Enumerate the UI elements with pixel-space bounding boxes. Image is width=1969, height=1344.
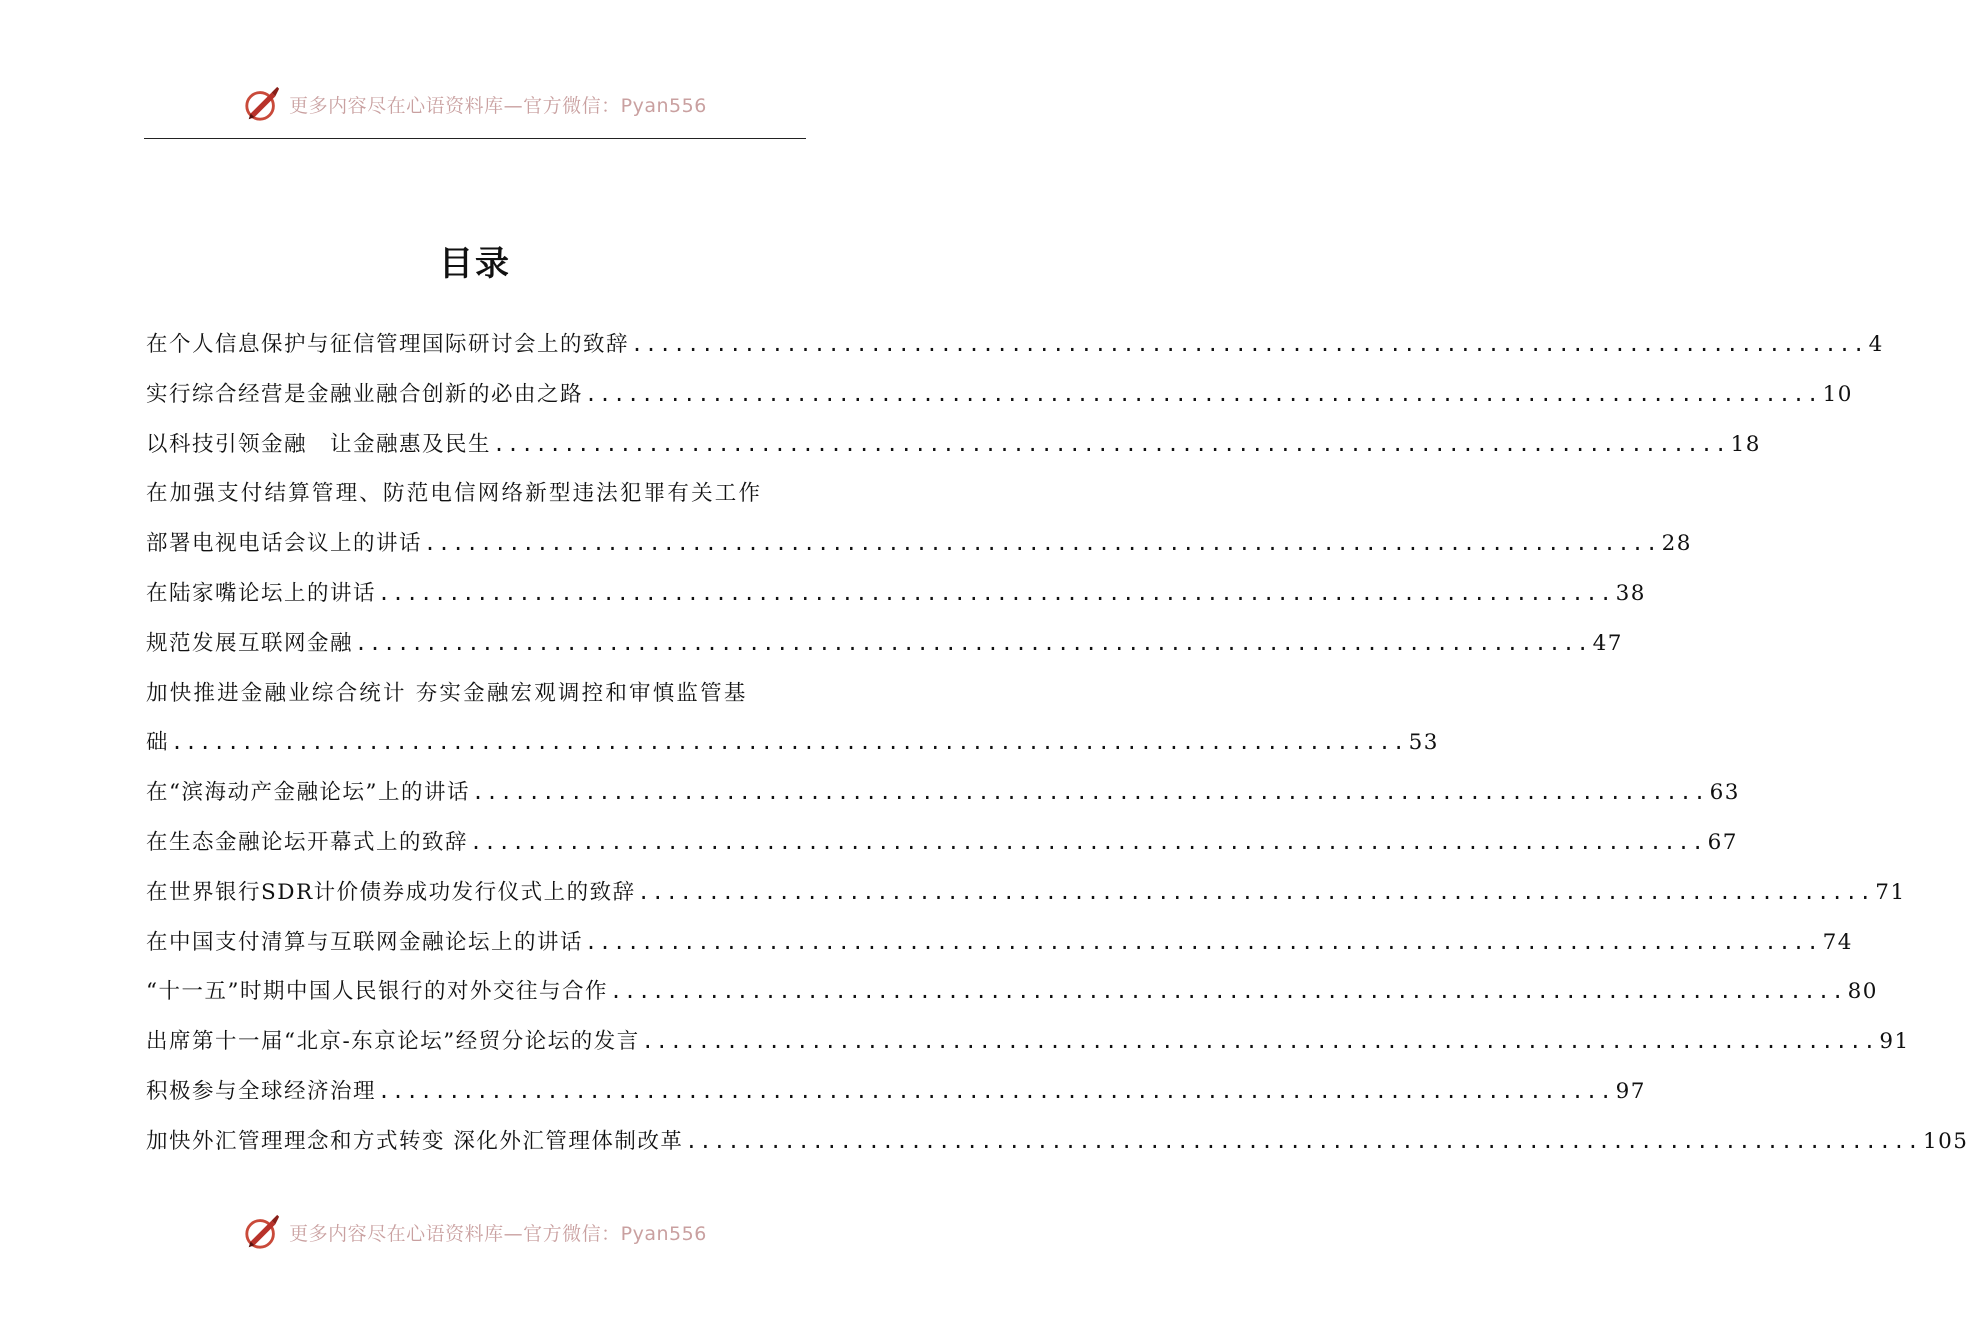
- toc-entry[interactable]: [146, 967, 1878, 1017]
- toc-entry-page: 67: [1707, 829, 1738, 855]
- toc-entry[interactable]: [146, 1117, 1969, 1167]
- toc-entry-page: 4: [1868, 332, 1884, 357]
- toc-entry-page: 47: [1592, 630, 1623, 656]
- toc-entry-title: 加快外汇管理理念和方式转变 深化外汇管理体制改革: [146, 1128, 684, 1154]
- toc-entry-title: 在世界银行SDR计价债券成功发行仪式上的致辞: [146, 879, 636, 905]
- toc-entry-title: “十一五”时期中国人民银行的对外交往与合作: [146, 979, 608, 1005]
- toc-leader: ........................................................................................: [637, 879, 1874, 904]
- toc-entry-title: 规范发展互联网金融: [146, 630, 354, 656]
- toc-leader: ........................................................................................: [610, 979, 1846, 1004]
- toc-entry[interactable]: [146, 1067, 1646, 1117]
- header-divider: [144, 138, 806, 139]
- toc-entry[interactable]: [146, 818, 1738, 868]
- toc-leader: ........................................................................................: [171, 730, 1407, 755]
- header-banner: [0, 84, 950, 124]
- toc-entry-title: 实行综合经营是金融业融合创新的必由之路: [146, 381, 584, 407]
- footer-banner: [0, 1212, 950, 1252]
- toc-entry-page: 28: [1661, 531, 1692, 557]
- toc-entry[interactable]: [146, 768, 1740, 818]
- toc-entry-page: 18: [1730, 431, 1761, 457]
- toc-entry[interactable]: [146, 519, 1692, 569]
- toc-entry-title: 部署电视电话会议上的讲话: [146, 531, 423, 557]
- toc-leader: ........................................................................................: [493, 431, 1729, 456]
- toc-entry-page: 53: [1408, 730, 1439, 756]
- toc-leader: ........................................................................................: [631, 332, 1867, 356]
- toc-entry-title: 出席第十一届“北京-东京论坛”经贸分论坛的发言: [146, 1029, 640, 1055]
- toc-entry-title: 础: [146, 730, 170, 756]
- header-banner-text: 更多内容尽在心语资料库—官方微信：Pyan556: [289, 94, 707, 117]
- toc-entry-page: 38: [1615, 580, 1646, 606]
- toc-leader: ........................................................................................: [471, 780, 1708, 805]
- toc-leader: ........................................................................................: [355, 630, 1591, 655]
- toc-entry[interactable]: [146, 1017, 1910, 1067]
- toc-leader: ........................................................................................: [424, 531, 1660, 556]
- toc-leader: ........................................................................................: [585, 381, 1821, 406]
- toc-entry[interactable]: [146, 469, 806, 519]
- pen-logo-icon: [243, 1213, 281, 1251]
- toc-entry[interactable]: [146, 320, 1884, 370]
- toc-entry-title: 加快推进金融业综合统计 夯实金融宏观调控和审慎监管基: [146, 680, 748, 706]
- toc-entry[interactable]: [146, 868, 1906, 918]
- toc-leader: ........................................................................................: [378, 580, 1614, 605]
- toc-entry[interactable]: [146, 569, 1646, 619]
- toc-entry-title: 积极参与全球经济治理: [146, 1078, 377, 1104]
- toc-entry[interactable]: [146, 370, 1853, 420]
- toc-leader: ........................................................................................: [585, 929, 1821, 954]
- footer-banner-text: 更多内容尽在心语资料库—官方微信：Pyan556: [289, 1222, 707, 1245]
- toc-entry-page: 105: [1922, 1128, 1969, 1154]
- toc-entry[interactable]: [146, 918, 1853, 968]
- toc-entry-title: 在陆家嘴论坛上的讲话: [146, 580, 377, 606]
- toc-entry-page: 74: [1822, 929, 1853, 955]
- toc-leader: ........................................................................................: [685, 1128, 1921, 1153]
- toc-entry-page: 10: [1822, 381, 1853, 407]
- toc-entry-page: 71: [1875, 879, 1906, 905]
- toc-entry[interactable]: [146, 619, 1623, 669]
- toc-entry-page: 63: [1709, 780, 1740, 806]
- toc-entry[interactable]: [146, 669, 806, 719]
- toc-leader: ........................................................................................: [378, 1078, 1614, 1103]
- table-of-contents: [146, 320, 1969, 1167]
- toc-entry-page: 97: [1615, 1078, 1646, 1104]
- toc-entry-page: 91: [1879, 1029, 1910, 1055]
- toc-entry-title: 在中国支付清算与互联网金融论坛上的讲话: [146, 929, 584, 955]
- toc-entry-page: 80: [1847, 979, 1878, 1005]
- toc-entry[interactable]: [146, 420, 1761, 470]
- pen-logo-icon: [243, 85, 281, 123]
- toc-leader: ........................................................................................: [470, 829, 1706, 854]
- toc-entry-title: 在加强支付结算管理、防范电信网络新型违法犯罪有关工作: [146, 481, 763, 507]
- page-title: 目录: [439, 244, 511, 284]
- toc-leader: ........................................................................................: [641, 1029, 1878, 1054]
- toc-entry-title: 在“滨海动产金融论坛”上的讲话: [146, 780, 470, 806]
- toc-entry-title: 在生态金融论坛开幕式上的致辞: [146, 829, 469, 855]
- toc-entry-title: 以科技引领金融 让金融惠及民生: [146, 431, 492, 457]
- toc-entry-title: 在个人信息保护与征信管理国际研讨会上的致辞: [146, 332, 630, 357]
- toc-entry[interactable]: [146, 718, 1439, 768]
